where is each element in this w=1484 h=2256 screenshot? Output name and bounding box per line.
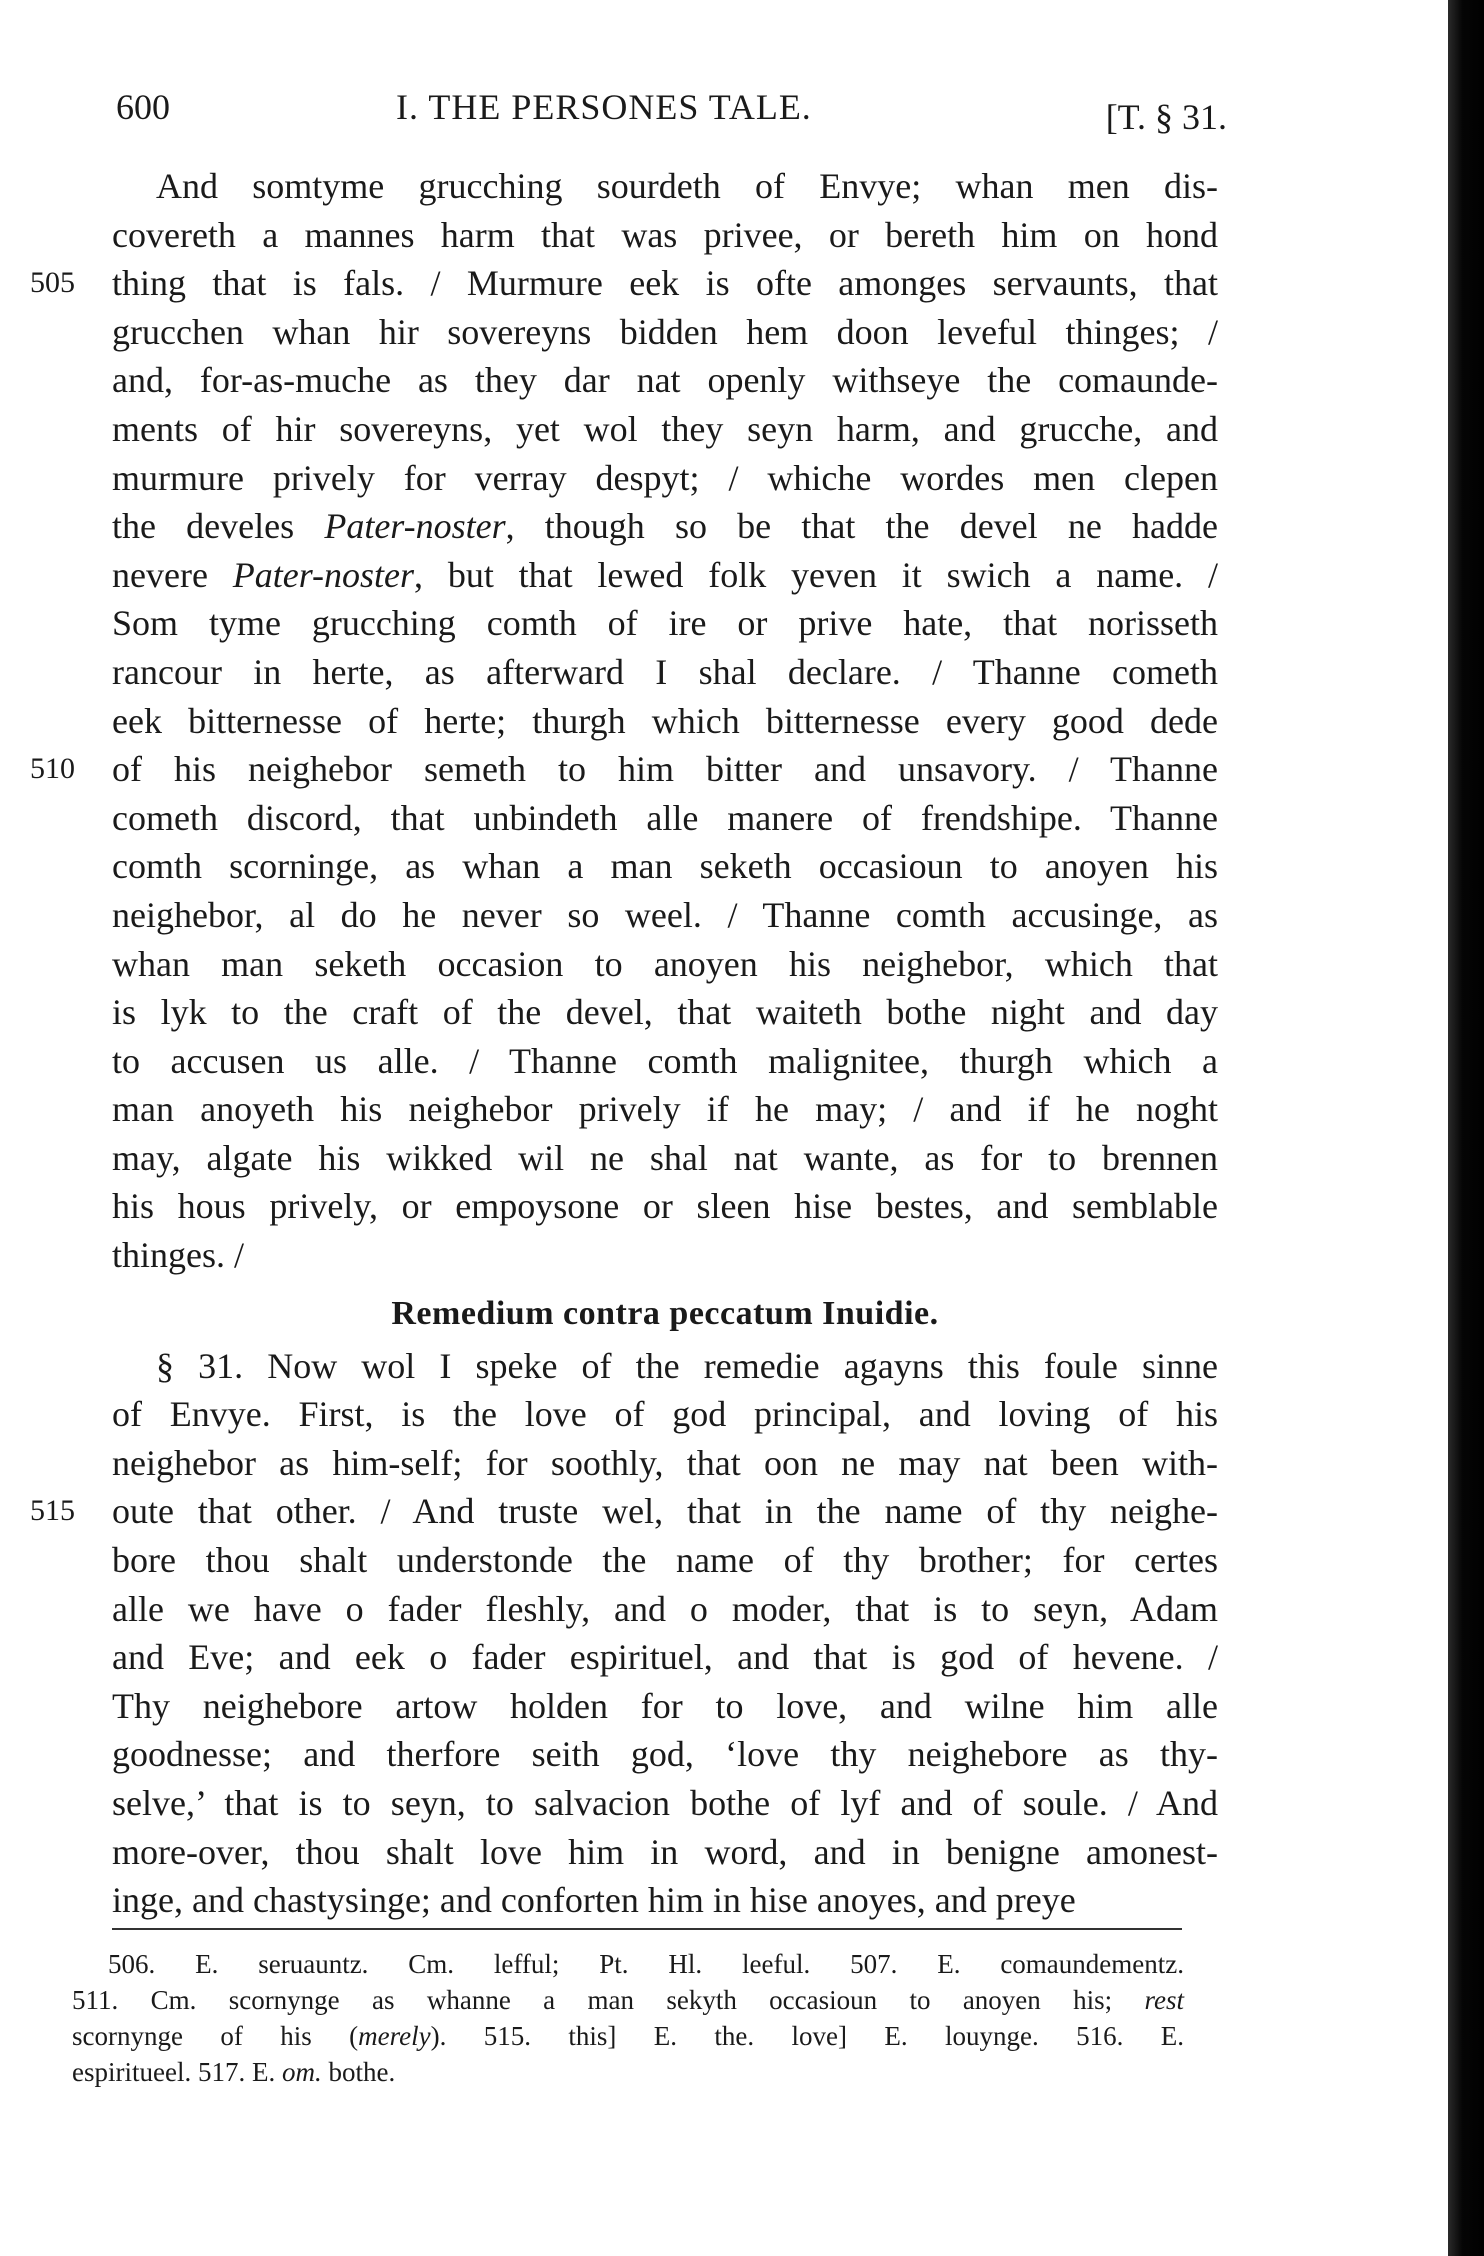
text-line [0, 891, 1484, 940]
line-text: more-over, thou shalt love him in word, and in benigne amonest- [112, 1831, 1218, 1872]
line-text: covereth a mannes harm that was privee, or bereth him on hond [112, 214, 1218, 255]
text-line [0, 1779, 1484, 1828]
text-line [0, 1536, 1484, 1585]
line-text: oute that other. / And truste wel, that in the name of thy neighe- [112, 1491, 1218, 1532]
line-text: And somtyme grucching sourdeth of Envye; whan men dis- [156, 166, 1218, 206]
line-text: murmure prively for verray despyt; / whiche wordes men clepen [112, 457, 1218, 498]
text-line [0, 1182, 1484, 1231]
line-text: thinges. / [112, 1235, 244, 1276]
text-line [0, 1730, 1484, 1779]
text-line [0, 1828, 1484, 1877]
footnote-line: espiritueel. 517. E. om. bothe. [72, 2057, 396, 2087]
footnote-rule [112, 1928, 1182, 1930]
line-number: 510 [30, 752, 75, 786]
section-heading: Remedium contra peccatum Inuidie. [391, 1294, 939, 1332]
text-line [0, 842, 1484, 891]
line-text: nevere Pater-noster, but that lewed folk yeven it swich a name. / [112, 554, 1218, 595]
paragraph-envy [0, 162, 1484, 1280]
line-number: 505 [30, 266, 75, 300]
section-reference: [T. § 31. [1105, 97, 1227, 137]
line-text: whan man seketh occasion to anoyen his neighebor, which that [112, 943, 1218, 984]
text-line [0, 454, 1484, 503]
line-text: rancour in herte, as afterward I shal declare. / Thanne cometh [112, 651, 1218, 692]
page-number: 600 [116, 87, 170, 127]
line-text: Thy neighebore artow holden for to love, and wilne him alle [112, 1685, 1218, 1726]
line-text: bore thou shalt understonde the name of thy brother; for certes [112, 1540, 1218, 1581]
text-line [0, 794, 1484, 843]
text-line [0, 1876, 1484, 1925]
line-number: 515 [30, 1494, 75, 1528]
line-text: may, algate his wikked wil ne shal nat wante, as for to brennen [112, 1137, 1218, 1178]
line-text: thing that is fals. / Murmure eek is ofte amonges servaunts, that [112, 263, 1218, 304]
line-text: goodnesse; and therfore seith god, ‘love thy neighebore as thy- [112, 1734, 1218, 1775]
text-line [0, 1633, 1484, 1682]
line-text: neighebor as him-self; for soothly, that oon ne may nat been with- [112, 1442, 1218, 1483]
line-text: comth scorninge, as whan a man seketh occasioun to anoyen his [112, 846, 1218, 887]
text-line [0, 599, 1484, 648]
page-header [112, 82, 1227, 142]
line-text: inge, and chastysinge; and conforten him in hise anoyes, and preye [112, 1880, 1076, 1921]
footnote-line: scornynge of his (merely). 515. this] E. the. love] E. louynge. 516. E. [72, 2021, 1184, 2051]
text-line [0, 405, 1484, 454]
text-line [0, 1342, 1484, 1391]
line-text: and Eve; and eek o fader espirituel, and that is god of hevene. / [112, 1637, 1218, 1678]
text-line [0, 356, 1484, 405]
line-text: selve,’ that is to seyn, to salvacion bothe of lyf and of soule. / And [112, 1783, 1218, 1823]
text-line [0, 940, 1484, 989]
footnote-line: 506. E. seruauntz. Cm. lefful; Pt. Hl. leeful. 507. E. comaundementz. [108, 1949, 1184, 1979]
text-line [0, 162, 1484, 211]
text-line [0, 308, 1484, 357]
line-text: his hous prively, or empoysone or sleen hise bestes, and semblable [112, 1186, 1218, 1227]
text-line [0, 551, 1484, 600]
line-text: ments of hir sovereyns, yet wol they seyn harm, and grucche, and [112, 408, 1218, 449]
text-line [0, 259, 1484, 308]
text-line [0, 211, 1484, 260]
text-line [0, 745, 1484, 794]
main-text [0, 162, 1484, 1925]
line-text: cometh discord, that unbindeth alle manere of frendshipe. Thanne [112, 797, 1218, 838]
text-line [0, 988, 1484, 1037]
text-line [0, 1231, 1484, 1280]
text-line [0, 502, 1484, 551]
text-line [0, 1439, 1484, 1488]
running-title: I. THE PERSONES TALE. [396, 87, 812, 127]
footnotes [72, 1946, 1184, 2090]
text-line [0, 1585, 1484, 1634]
text-line [0, 1037, 1484, 1086]
line-text: eek bitternesse of herte; thurgh which bitternesse every good dede [112, 700, 1218, 741]
paragraph-remedy [0, 1342, 1484, 1925]
line-text: of Envye. First, is the love of god principal, and loving of his [112, 1394, 1218, 1435]
text-line [0, 648, 1484, 697]
line-text: Som tyme grucching comth of ire or prive hate, that norisseth [112, 603, 1218, 644]
text-line [0, 697, 1484, 746]
line-text: to accusen us alle. / Thanne comth malignitee, thurgh which a [112, 1040, 1218, 1081]
line-text: alle we have o fader fleshly, and o moder, that is to seyn, Adam [112, 1588, 1218, 1629]
text-line [0, 1682, 1484, 1731]
line-text: § 31. Now wol I speke of the remedie agayns this foule sinne [156, 1345, 1218, 1386]
line-text: grucchen whan hir sovereyns bidden hem doon leveful thinges; / [112, 311, 1218, 352]
line-text: of his neighebor semeth to him bitter and unsavory. / Thanne [112, 749, 1218, 790]
line-text: man anoyeth his neighebor prively if he may; / and if he noght [112, 1089, 1218, 1130]
text-line [0, 1390, 1484, 1439]
text-line [0, 1487, 1484, 1536]
line-text: is lyk to the craft of the devel, that waiteth bothe night and day [112, 992, 1218, 1033]
line-text: the develes Pater-noster, though so be that the devel ne hadde [112, 506, 1218, 547]
line-text: and, for-as-muche as they dar nat openly withseye the comaunde- [112, 360, 1218, 401]
line-text: neighebor, al do he never so weel. / Thanne comth accusinge, as [112, 894, 1218, 935]
text-line [0, 1085, 1484, 1134]
text-line [0, 1134, 1484, 1183]
footnote-line: 511. Cm. scornynge as whanne a man sekyth occasioun to anoyen his; rest [72, 1985, 1184, 2015]
